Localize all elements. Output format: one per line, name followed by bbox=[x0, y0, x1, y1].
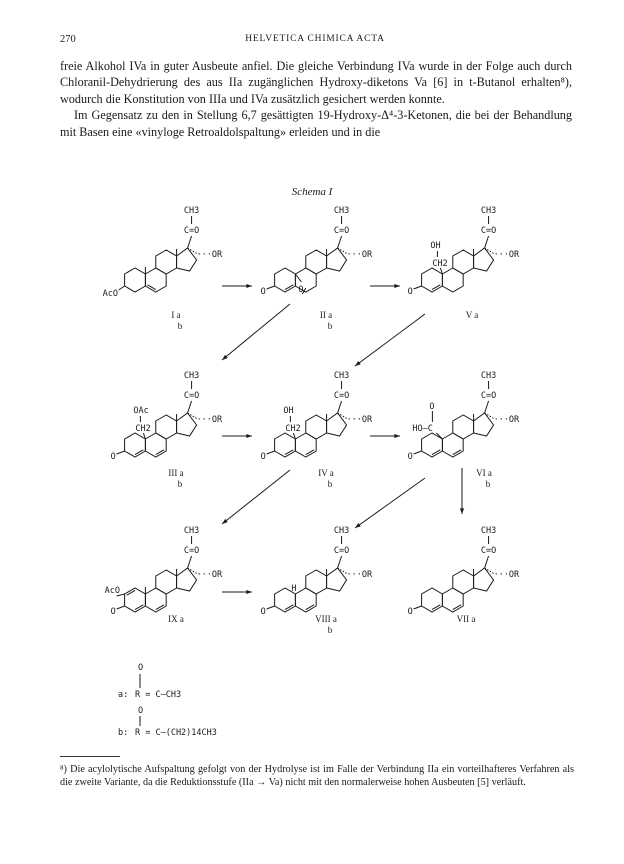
ring-c bbox=[453, 570, 474, 594]
double-bond bbox=[306, 450, 314, 455]
bond-c20 bbox=[188, 236, 192, 248]
keto-o-label: O bbox=[407, 287, 413, 297]
arrow-vi-viii bbox=[355, 478, 425, 528]
ring-a bbox=[422, 268, 443, 292]
aco-label: AcO bbox=[104, 586, 120, 596]
page-number: 270 bbox=[60, 34, 76, 45]
compound-iv bbox=[261, 371, 373, 462]
arrow-head bbox=[394, 434, 400, 438]
or-label: ···OR bbox=[196, 250, 223, 260]
keto-o-label: O bbox=[407, 607, 413, 617]
oxo-label: O bbox=[429, 402, 435, 412]
arrow-shaft bbox=[222, 304, 290, 360]
legend-a-formula: R = C–CH3 bbox=[135, 690, 182, 700]
compound-label-i-b: b bbox=[177, 321, 183, 331]
hoc-label: HO–C bbox=[412, 424, 433, 434]
bond-c20 bbox=[485, 236, 489, 248]
ring-a bbox=[422, 433, 443, 457]
or-label: ···OR bbox=[493, 570, 520, 580]
compound-viii bbox=[261, 526, 373, 617]
arrow-iii-iv bbox=[222, 434, 252, 438]
or-label: ···OR bbox=[346, 570, 373, 580]
arrow-vi-vii bbox=[460, 468, 464, 514]
scheme-title: Schema I bbox=[291, 186, 333, 198]
compound-label-vii: VII a bbox=[456, 614, 476, 624]
ring-a bbox=[422, 588, 443, 612]
carbonyl-label: C=O bbox=[480, 226, 497, 236]
arrow-iv-ix bbox=[222, 470, 290, 524]
methyl-label: CH3 bbox=[183, 206, 200, 216]
carbonyl-label: C=O bbox=[183, 391, 200, 401]
ether-o-label: O bbox=[298, 285, 304, 295]
methyl-label: CH3 bbox=[333, 526, 350, 536]
arrow-shaft bbox=[355, 314, 425, 366]
double-bond bbox=[127, 590, 135, 595]
compound-label-iii: III a bbox=[168, 468, 184, 478]
bond-c20 bbox=[188, 401, 192, 413]
methyl-label: CH3 bbox=[480, 371, 497, 381]
arrow-v-iv bbox=[355, 314, 425, 366]
arrow-head bbox=[246, 434, 252, 438]
bond-c3o bbox=[267, 286, 275, 289]
c19-sub-label: OH bbox=[430, 241, 441, 251]
methyl-label: CH3 bbox=[333, 371, 350, 381]
ring-b bbox=[442, 433, 463, 457]
paragraph-2: Im Gegensatz zu den in Stellung 6,7 gesättigten 19-Hydroxy-Δ⁴-3-Ketonen, die bei der Behandlung mit Basen eine «vinyloge Retroaldolspaltung» erleiden und in die bbox=[60, 108, 572, 139]
or-label: ···OR bbox=[346, 250, 373, 260]
double-bond bbox=[285, 285, 293, 290]
compound-label-viii-b: b bbox=[327, 625, 333, 635]
double-bond bbox=[432, 605, 440, 610]
compound-label-ii: II a bbox=[319, 310, 333, 320]
methyl-label: CH3 bbox=[183, 371, 200, 381]
arrow-shaft bbox=[222, 470, 290, 524]
keto-o-label: O bbox=[407, 452, 413, 462]
carbonyl-label: C=O bbox=[183, 546, 200, 556]
bond-c3o bbox=[414, 451, 422, 454]
methyl-label: CH3 bbox=[480, 206, 497, 216]
compound-ii bbox=[261, 206, 373, 297]
double-bond bbox=[306, 605, 314, 610]
compound-label-vi: VI a bbox=[476, 468, 492, 478]
bond-c3o bbox=[414, 606, 422, 609]
or-label: ···OR bbox=[346, 415, 373, 425]
arrow-head bbox=[394, 284, 400, 288]
legend-a-oxo: O bbox=[138, 663, 144, 673]
bond-c20 bbox=[338, 401, 342, 413]
bond-c20 bbox=[485, 401, 489, 413]
footnote: ⁸) Die acylolytische Aufspaltung gefolgt von der Hydrolyse ist im Falle der Verbindung IIa ein vorteilhafteres Verfahren als die zweite Variante, da die Reduktionsstufe (IIa → Va) nicht mit den normalerweise hohen Ausbeuten [5] verläuft. bbox=[60, 764, 574, 789]
ring-b bbox=[295, 588, 316, 612]
ch2-label: CH2 bbox=[135, 424, 151, 434]
paragraph-1: freie Alkohol IVa in guter Ausbeute anfiel. Die gleiche Verbindung IVa wurde in der Folge auch durch Chloranil-Dehydrierung des aus IIa zugänglichen Hydroxy-diketons Va [6] in t-Butanol erhalten⁸), wodurch die Konstitution von IIIa und IVa zusätzlich gesichert werden konnte. bbox=[60, 59, 572, 106]
methyl-label: CH3 bbox=[333, 206, 350, 216]
ring-c bbox=[156, 250, 177, 274]
or-label: ···OR bbox=[196, 570, 223, 580]
double-bond bbox=[453, 450, 461, 455]
carbonyl-label: C=O bbox=[480, 391, 497, 401]
ring-b bbox=[442, 268, 463, 292]
arrow-ii-v bbox=[370, 284, 400, 288]
methyl-label: CH3 bbox=[183, 526, 200, 536]
carbonyl-label: C=O bbox=[333, 391, 350, 401]
ring-a bbox=[125, 268, 146, 292]
double-bond bbox=[135, 450, 143, 455]
compound-label-iii-b: b bbox=[177, 479, 183, 489]
keto-o-label: O bbox=[110, 452, 116, 462]
keto-o-label: O bbox=[260, 607, 266, 617]
arrow-iv-vi bbox=[370, 434, 400, 438]
bond-c3o bbox=[117, 606, 125, 609]
double-bond bbox=[432, 285, 440, 290]
bond-c20 bbox=[188, 556, 192, 568]
compound-label-ix: IX a bbox=[168, 614, 184, 624]
bond-c20 bbox=[338, 556, 342, 568]
or-label: ···OR bbox=[196, 415, 223, 425]
compound-label-iv: IV a bbox=[318, 468, 334, 478]
carbonyl-label: C=O bbox=[183, 226, 200, 236]
carbonyl-label: C=O bbox=[480, 546, 497, 556]
double-bond bbox=[285, 605, 293, 610]
compound-label-v: V a bbox=[465, 310, 479, 320]
journal-title: HELVETICA CHIMICA ACTA bbox=[245, 34, 385, 44]
methyl-label: CH3 bbox=[480, 526, 497, 536]
or-label: ···OR bbox=[493, 250, 520, 260]
compound-ix bbox=[105, 526, 223, 617]
ring-c bbox=[306, 250, 327, 274]
legend-b-formula: R = C–(CH2)14CH3 bbox=[135, 728, 217, 738]
arrow-head bbox=[355, 361, 361, 366]
arrow-head bbox=[355, 523, 361, 528]
ch2-label: CH2 bbox=[285, 424, 301, 434]
ring-a bbox=[275, 268, 296, 292]
bond-c20 bbox=[485, 556, 489, 568]
compound-label-iv-b: b bbox=[327, 479, 333, 489]
double-bond bbox=[156, 605, 164, 610]
compound-label-i: I a bbox=[171, 310, 181, 320]
compound-label-ii-b: b bbox=[327, 321, 333, 331]
compound-label-vi-b: b bbox=[485, 479, 491, 489]
compound-i bbox=[103, 206, 223, 299]
legend-b-prefix: b: bbox=[118, 728, 129, 738]
double-bond bbox=[135, 605, 143, 610]
arrow-ix-viii bbox=[222, 590, 252, 594]
compound-vii bbox=[408, 526, 520, 617]
ring-a bbox=[125, 588, 146, 612]
ring-c bbox=[156, 570, 177, 594]
arrow-shaft bbox=[355, 478, 425, 528]
bond-c3o bbox=[414, 286, 422, 289]
c19-sub-label: OH bbox=[283, 406, 294, 416]
bond-c3o bbox=[119, 286, 125, 290]
keto-o-label: O bbox=[110, 607, 116, 617]
double-bond bbox=[432, 450, 440, 455]
double-bond bbox=[147, 285, 155, 290]
compound-v bbox=[408, 206, 520, 297]
double-bond bbox=[156, 450, 164, 455]
bond-c20 bbox=[338, 236, 342, 248]
carbonyl-label: C=O bbox=[333, 226, 350, 236]
r-group-legend bbox=[118, 663, 217, 738]
bond-c3o bbox=[117, 451, 125, 454]
arrow-head bbox=[246, 590, 252, 594]
ch2-label: CH2 bbox=[432, 259, 448, 269]
ring-b bbox=[145, 433, 166, 457]
double-bond bbox=[285, 450, 293, 455]
ring-c bbox=[453, 250, 474, 274]
keto-o-label: O bbox=[260, 452, 266, 462]
ring-b bbox=[295, 433, 316, 457]
arrow-i-ii bbox=[222, 284, 252, 288]
footnote-rule bbox=[60, 756, 120, 757]
ring-c bbox=[306, 415, 327, 439]
ring-c bbox=[453, 415, 474, 439]
arrow-head bbox=[246, 284, 252, 288]
compound-vi bbox=[408, 371, 520, 462]
legend-a-prefix: a: bbox=[118, 690, 129, 700]
ring-b bbox=[145, 588, 166, 612]
carbonyl-label: C=O bbox=[333, 546, 350, 556]
h-label: H bbox=[291, 584, 297, 594]
ring-a bbox=[125, 433, 146, 457]
ring-b bbox=[145, 268, 166, 292]
ether-bond bbox=[295, 274, 301, 282]
or-label: ···OR bbox=[493, 415, 520, 425]
legend-b-oxo: O bbox=[138, 706, 144, 716]
ring-b bbox=[442, 588, 463, 612]
ring-c bbox=[306, 570, 327, 594]
compound-label-viii: VIII a bbox=[315, 614, 337, 624]
double-bond bbox=[453, 605, 461, 610]
bond-c3o bbox=[267, 606, 275, 609]
keto-o-label: O bbox=[260, 287, 266, 297]
ring-c bbox=[156, 415, 177, 439]
arrow-ii-iii bbox=[222, 304, 290, 360]
c19-sub-label: OAc bbox=[133, 406, 149, 416]
compound-iii bbox=[111, 371, 223, 462]
aco-label: AcO bbox=[102, 289, 118, 299]
bond-c3o bbox=[267, 451, 275, 454]
ring-a bbox=[275, 433, 296, 457]
arrow-head bbox=[460, 508, 464, 514]
